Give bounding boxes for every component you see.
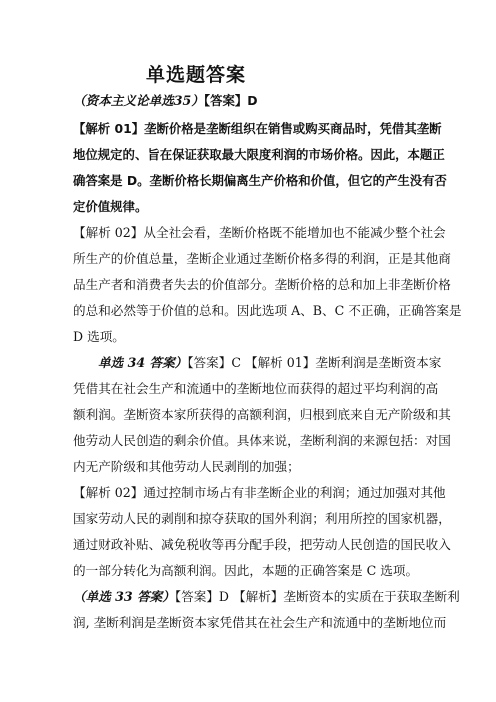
q35-heading — [73, 93, 258, 109]
q35-analysis2-line: D 选项。 — [73, 329, 125, 344]
q35-analysis1-line: 【解析 01】垄断价格是垄断组织在销售或购买商品时，凭借其垄断 — [73, 121, 442, 136]
q34-heading — [98, 355, 441, 371]
q35-analysis2-line: 【解析 02】从全社会看，垄断价格既不能增加也不能减少整个社会 — [73, 225, 446, 240]
q34-source-label: 单选 34 答案） — [98, 355, 188, 370]
q34-analysis2-line: 的一部分转化为高额利润。因此，本题的正确答案是 C 选项。 — [73, 563, 419, 578]
q35-analysis2-line: 所生产的价值总量，垄断企业通过垄断价格多得的利润，正是其他商 — [73, 251, 451, 266]
page-title: 单选题答案 — [146, 64, 247, 86]
q33-source-label: （单选 33 答案） — [73, 589, 175, 604]
q33-analysis-line: 润, 垄断利润是垄断资本家凭借其在社会生产和流通中的垄断地位而 — [73, 615, 447, 630]
q34-analysis2-line: 通过财政补贴、减免税收等再分配手段，把劳动人民创造的国民收入 — [73, 537, 451, 552]
q33-answer-label: 【答案】D 【解析】垄断资本的实质在于获取垄断利 — [174, 589, 460, 604]
q35-analysis2-line: 的总和必然等于价值的总和。因此选项 A、B、C 不正确，正确答案是 — [73, 303, 462, 318]
q34-analysis2-line: 国家劳动人民的剥削和掠夺获取的国外利润；利用所控的国家机器， — [73, 511, 451, 526]
q34-answer-label: 【答案】C 【解析 01】垄断利润是垄断资本家 — [187, 355, 442, 370]
q34-analysis-line: 凭借其在社会生产和流通中的垄断地位而获得的超过平均利润的高 — [73, 381, 439, 396]
q33-heading — [73, 589, 460, 605]
q35-analysis1-line: 确答案是 D。垄断价格长期偏离生产价格和价值，但它的产生没有否 — [73, 173, 447, 188]
q35-analysis1-line: 定价值规律。 — [73, 199, 148, 214]
q35-answer-label: 【答案】D — [203, 93, 258, 108]
q34-analysis-line: 内无产阶级和其他劳动人民剥削的加强； — [73, 459, 300, 474]
q34-analysis2-line: 【解析 02】通过控制市场占有非垄断企业的利润；通过加强对其他 — [73, 485, 446, 500]
q35-analysis2-line: 品生产者和消费者失去的价值部分。垄断价格的总和加上非垄断价格 — [73, 277, 451, 292]
q35-analysis1-line: 地位规定的、旨在保证获取最大限度利润的市场价格。因此，本题正 — [73, 147, 445, 162]
q34-analysis-line: 额利润。垄断资本家所获得的高额利润，归根到底来自无产阶级和其 — [73, 407, 451, 422]
q35-source-label: （资本主义论单选35） — [73, 93, 204, 108]
q34-analysis-line: 他劳动人民创造的剩余价值。具体来说，垄断利润的来源包括：对国 — [73, 433, 451, 448]
